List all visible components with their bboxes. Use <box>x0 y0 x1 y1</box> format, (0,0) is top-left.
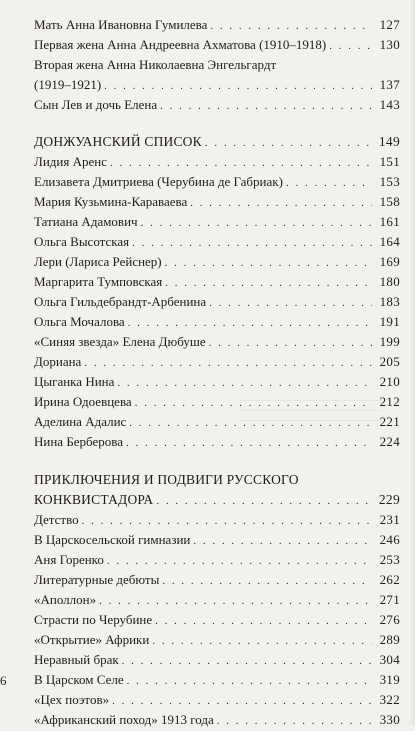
toc-entry-first-line <box>34 55 400 75</box>
toc-entry <box>34 312 400 332</box>
toc-entry-page: 210 <box>379 374 400 389</box>
toc-entry-title: Неравный брак <box>34 652 119 667</box>
toc-entry-title: «Синяя звезда» Елена Дюбуше <box>34 334 206 349</box>
toc-entry-page: 205 <box>379 354 400 369</box>
toc-entry-page: 137 <box>379 77 400 92</box>
toc-entry-page: 246 <box>379 532 400 547</box>
table-of-contents <box>34 15 400 730</box>
toc-entry-page: 276 <box>379 612 400 627</box>
toc-entry-title: «Африканский поход» 1913 года <box>34 712 214 727</box>
toc-entry-page: 319 <box>379 672 400 687</box>
toc-entry <box>34 232 400 252</box>
toc-entry-title: Ольга Высотская <box>34 234 130 249</box>
toc-entry-page: 143 <box>379 97 400 112</box>
toc-entry-title: Детство <box>34 512 79 527</box>
section-title: ДОНЖУАНСКИЙ СПИСОК <box>34 134 202 149</box>
toc-entry-page: 180 <box>379 274 400 289</box>
toc-entry-title: Дориана <box>34 354 82 369</box>
leader-dots <box>84 353 372 373</box>
leader-dots <box>155 611 372 631</box>
toc-entry-page: 304 <box>379 652 400 667</box>
toc-entry <box>34 570 400 590</box>
toc-entry-title: Татиана Адамович <box>34 214 138 229</box>
leader-dots <box>99 591 372 611</box>
leader-dots <box>132 233 372 253</box>
toc-entry-page: 191 <box>379 314 400 329</box>
leader-dots <box>209 293 372 313</box>
leader-dots <box>210 16 372 36</box>
toc-entry <box>34 15 400 35</box>
leader-dots <box>110 153 372 173</box>
leader-dots <box>286 173 372 193</box>
toc-entry-page: 271 <box>379 592 400 607</box>
toc-entry <box>34 630 400 650</box>
toc-entry <box>34 192 400 212</box>
toc-entry-title: «Открытие» Африки <box>34 632 150 647</box>
toc-entry-title: «Цех поэтов» <box>34 692 110 707</box>
toc-entry-title: Страсти по Черубине <box>34 612 153 627</box>
toc-entry-title: Елизавета Дмитриева (Черубина де Габриак) <box>34 174 283 189</box>
leader-dots <box>107 551 372 571</box>
leader-dots <box>112 691 372 711</box>
toc-entry-page: 127 <box>379 17 400 32</box>
toc-entry-title: Лери (Лариса Рейснер) <box>34 254 162 269</box>
leader-dots <box>104 76 372 96</box>
toc-entry-title: Нина Берберова <box>34 434 124 449</box>
leader-dots <box>160 96 372 116</box>
toc-entry <box>34 95 400 115</box>
page-number: 6 <box>0 673 7 688</box>
toc-entry-page: 289 <box>379 632 400 647</box>
toc-entry-title: Аделина Адалис <box>34 414 127 429</box>
toc-entry-title: «Аполлон» <box>34 592 97 607</box>
toc-entry <box>34 352 400 372</box>
toc-entry-page: 130 <box>379 37 400 52</box>
toc-entry <box>34 152 400 172</box>
leader-dots <box>205 133 372 153</box>
section-heading <box>34 132 400 152</box>
toc-entry-page: 322 <box>379 692 400 707</box>
toc-entry <box>34 590 400 610</box>
toc-entry-title: Маргарита Тумповская <box>34 274 163 289</box>
toc-entry <box>34 610 400 630</box>
toc-entry <box>34 392 400 412</box>
toc-entry-page: 183 <box>379 294 400 309</box>
toc-entry-title: В Царском Селе <box>34 672 124 687</box>
leader-dots <box>129 413 372 433</box>
page-edge-shadow <box>409 0 415 725</box>
toc-entry-title: Ольга Мочалова <box>34 314 125 329</box>
leader-dots <box>165 273 372 293</box>
section-spacer <box>34 452 400 470</box>
toc-entry-title: Сын Лев и дочь Елена <box>34 97 158 112</box>
toc-entry <box>34 212 400 232</box>
toc-entry <box>34 252 400 272</box>
leader-dots <box>162 571 372 591</box>
section-heading-first-line <box>34 470 400 490</box>
section-page: 149 <box>378 134 400 149</box>
leader-dots <box>217 711 372 731</box>
toc-entry-title: Ольга Гильдебрандт-Арбенина <box>34 294 207 309</box>
toc-entry <box>34 530 400 550</box>
leader-dots <box>82 511 372 531</box>
toc-entry-title: В Царскосельской гимназии <box>34 532 191 547</box>
section-heading <box>34 490 400 510</box>
toc-entry-title-continued: (1919–1921) <box>34 77 102 92</box>
leader-dots <box>128 313 372 333</box>
toc-entry <box>34 412 400 432</box>
toc-entry <box>34 372 400 392</box>
toc-entry-page: 253 <box>379 552 400 567</box>
toc-entry-page: 164 <box>379 234 400 249</box>
leader-dots <box>141 213 372 233</box>
toc-entry <box>34 332 400 352</box>
toc-entry-title: Цыганка Нина <box>34 374 115 389</box>
toc-entry-page: 212 <box>379 394 400 409</box>
toc-entry-page: 224 <box>379 434 400 449</box>
toc-entry <box>34 710 400 730</box>
toc-entry-page: 153 <box>379 174 400 189</box>
toc-entry <box>34 550 400 570</box>
leader-dots <box>117 373 372 393</box>
leader-dots <box>209 333 372 353</box>
leader-dots <box>126 433 372 453</box>
section-title-continued: КОНКВИСТАДОРА <box>34 492 154 507</box>
toc-entry <box>34 690 400 710</box>
toc-entry-page: 330 <box>379 712 400 727</box>
toc-entry <box>34 292 400 312</box>
toc-entry <box>34 75 400 95</box>
toc-entry <box>34 670 400 690</box>
section-title: ПРИКЛЮЧЕНИЯ И ПОДВИГИ РУССКОГО <box>34 472 299 487</box>
section-spacer <box>34 115 400 132</box>
toc-entry-title: Лидия Аренс <box>34 154 107 169</box>
leader-dots <box>152 631 372 651</box>
toc-entry-title: Ирина Одоевцева <box>34 394 132 409</box>
toc-entry-page: 158 <box>379 194 400 209</box>
leader-dots <box>329 36 372 56</box>
leader-dots <box>122 651 372 671</box>
toc-entry-title: Мать Анна Ивановна Гумилева <box>34 17 208 32</box>
toc-entry <box>34 272 400 292</box>
leader-dots <box>135 393 372 413</box>
toc-entry-page: 231 <box>379 512 400 527</box>
toc-entry <box>34 172 400 192</box>
toc-entry-page: 161 <box>379 214 400 229</box>
section-page: 229 <box>378 492 400 507</box>
toc-entry-page: 151 <box>379 154 400 169</box>
toc-entry-title: Литературные дебюты <box>34 572 160 587</box>
leader-dots <box>190 193 372 213</box>
toc-entry <box>34 510 400 530</box>
toc-entry-title: Аня Горенко <box>34 552 104 567</box>
toc-entry-page: 262 <box>379 572 400 587</box>
leader-dots <box>127 671 372 691</box>
leader-dots <box>165 253 372 273</box>
toc-entry <box>34 650 400 670</box>
toc-entry-page: 221 <box>379 414 400 429</box>
toc-entry <box>34 35 400 55</box>
toc-entry-title: Первая жена Анна Андреевна Ахматова (1910–1918) <box>34 37 327 52</box>
toc-entry-title: Вторая жена Анна Николаевна Энгельгардт <box>34 57 277 72</box>
toc-entry-page: 169 <box>379 254 400 269</box>
toc-entry <box>34 432 400 452</box>
toc-entry-title: Мария Кузьмина-Караваева <box>34 194 188 209</box>
leader-dots <box>193 531 372 551</box>
toc-entry-page: 199 <box>379 334 400 349</box>
leader-dots <box>156 491 372 511</box>
